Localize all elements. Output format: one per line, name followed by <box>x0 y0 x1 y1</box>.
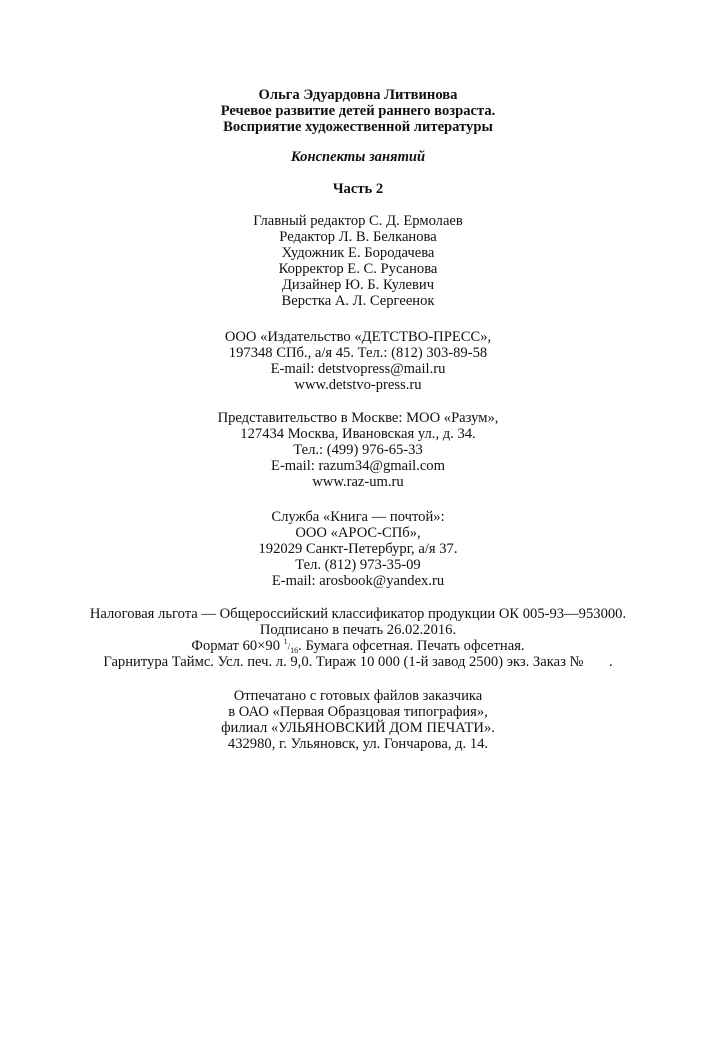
publisher-info <box>0 329 716 393</box>
mail-service-line: Служба «Книга — почтой»: <box>271 509 445 525</box>
signed-to-print-line: Подписано в печать 26.02.2016. <box>259 622 457 638</box>
part-number: Часть 2 <box>332 181 384 197</box>
moscow-office-email: E-mail: razum34@gmail.com <box>271 458 445 474</box>
series-name: Конспекты занятий <box>290 149 426 165</box>
mail-service-email: E-mail: arosbook@yandex.ru <box>271 573 445 589</box>
format-fraction-slash: / <box>287 642 291 652</box>
title-block <box>0 87 716 135</box>
staff-line: Верстка А. Л. Сергеенок <box>281 293 435 309</box>
printer-info <box>0 688 716 752</box>
printer-line: филиал «УЛЬЯНОВСКИЙ ДОМ ПЕЧАТИ». <box>221 720 495 736</box>
publisher-line: 197348 СПб., а/я 45. Тел.: (812) 303-89-58 <box>228 345 488 361</box>
moscow-office-website: www.raz-um.ru <box>312 474 404 490</box>
publisher-email: E-mail: detstvopress@mail.ru <box>270 361 446 377</box>
format-line <box>0 638 716 654</box>
staff-line: Художник Е. Бородачева <box>281 245 435 261</box>
editorial-staff <box>0 213 716 309</box>
mail-service-line: ООО «АРОС-СПб», <box>295 525 421 541</box>
format-fraction-numerator: 1 <box>283 637 288 646</box>
format-prefix: Формат 60×90 <box>191 638 284 654</box>
publisher-line: ООО «Издательство «ДЕТСТВО-ПРЕСС», <box>224 329 492 345</box>
mail-order-service <box>0 509 716 589</box>
format-fraction <box>283 637 299 655</box>
book-title-line-1: Речевое развитие детей раннего возраста. <box>220 103 496 119</box>
staff-line: Главный редактор С. Д. Ермолаев <box>253 213 463 229</box>
moscow-office-phone: Тел.: (499) 976-65-33 <box>293 442 423 458</box>
moscow-office-line: Представительство в Москве: МОО «Разум», <box>217 410 499 426</box>
print-specifications <box>0 606 716 670</box>
publisher-website: www.detstvo-press.ru <box>294 377 422 393</box>
staff-line: Дизайнер Ю. Б. Кулевич <box>281 277 435 293</box>
mail-service-phone: Тел. (812) 973-35-09 <box>295 557 421 573</box>
moscow-office-info <box>0 410 716 490</box>
mail-service-line: 192029 Санкт-Петербург, а/я 37. <box>258 541 458 557</box>
printer-address: 432980, г. Ульяновск, ул. Гончарова, д. 14. <box>227 736 489 752</box>
format-fraction-denominator: 16 <box>290 646 299 655</box>
author-name: Ольга Эдуардовна Литвинова <box>258 87 458 103</box>
moscow-office-line: 127434 Москва, Ивановская ул., д. 34. <box>240 426 476 442</box>
tax-benefit-line: Налоговая льгота — Общероссийский классификатор продукции ОК 005-93—953000. <box>89 606 627 622</box>
printer-line: в ОАО «Первая Образцовая типография», <box>228 704 488 720</box>
typeface-print-run-line: Гарнитура Таймс. Усл. печ. л. 9,0. Тираж 10 000 (1-й завод 2500) экз. Заказ № . <box>103 654 613 670</box>
series-block <box>0 149 716 165</box>
staff-line: Редактор Л. В. Белканова <box>279 229 437 245</box>
book-title-line-2: Восприятие художественной литературы <box>223 119 493 135</box>
staff-line: Корректор Е. С. Русанова <box>278 261 438 277</box>
printer-line: Отпечатано с готовых файлов заказчика <box>233 688 483 704</box>
part-block <box>0 181 716 197</box>
format-suffix: . Бумага офсетная. Печать офсетная. <box>298 638 525 654</box>
